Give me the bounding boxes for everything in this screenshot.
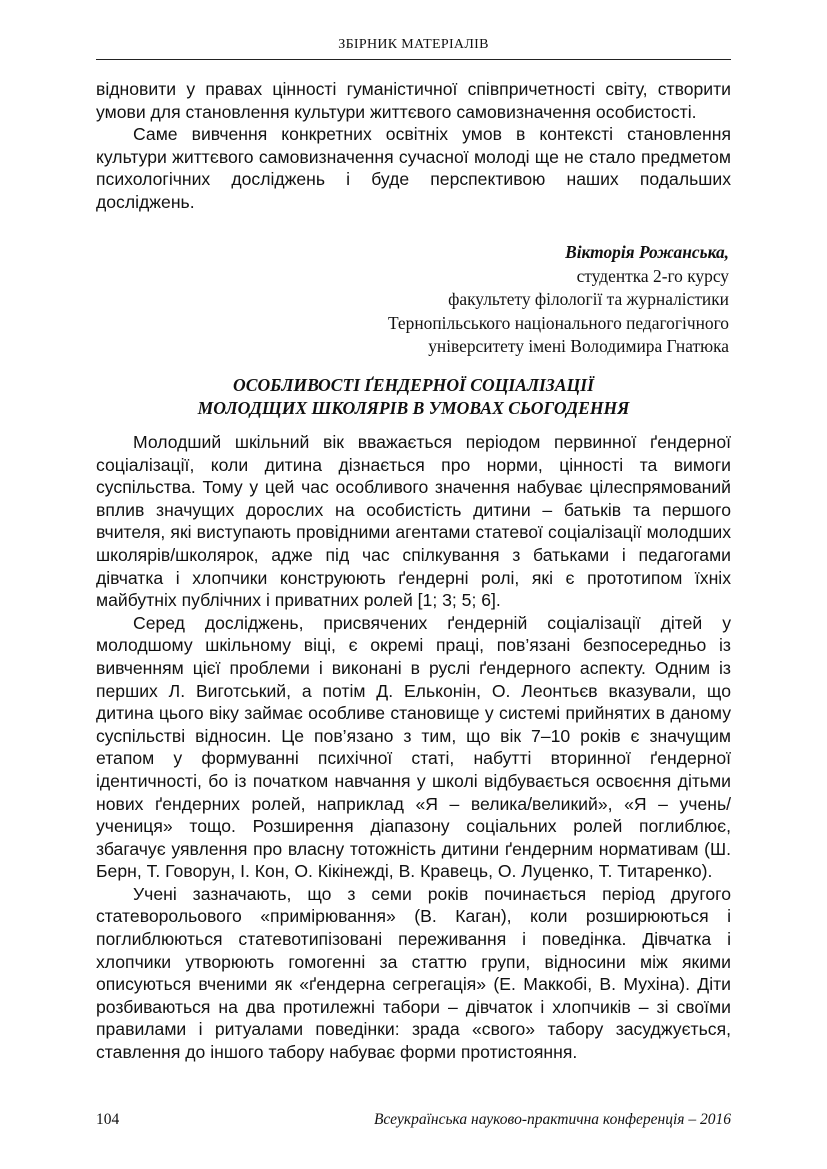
article-title [96, 374, 731, 419]
page-number: 104 [96, 1111, 120, 1128]
author-affiliation-2: факультету філології та журналістики [448, 289, 729, 309]
article-title-line-1: ОСОБЛИВОСТІ ҐЕНДЕРНОЇ СОЦІАЛІЗАЦІЇ [233, 375, 594, 395]
header-rule [96, 59, 731, 60]
conference-title: Всеукраїнська науково-практична конференція – 2016 [373, 1111, 731, 1128]
author-affiliation-3: Тернопільського національного педагогічного [387, 312, 729, 333]
article-paragraph-2: Серед досліджень, присвячених ґендерній соціалізації дітей у молодшому шкільному віці, є окремі праці, пов’язані безпосередньо із вивченням цієї проблеми і виконані в руслі ґендерного аспекту. Одним із перших Л. Виготський, а потім Д. Ельконін, О. Леонтьєв вказували, що дитина цього віку займає особливе становище у системі прийнятих в даному суспільстві відносин. Це пов’язано з тим, що вік 7–10 років є значущим етапом у формуванні психічної статі, набутті вторинної ґендерної ідентичності, бо із початком навчання у школі відбувається освоєння дітьми нових ґендерних ролей, наприклад «Я – велика/великий», «Я – учень/учениця» тощо. Розширення діапазону соціальних ролей поглиблює, збагачує уявлення про власну тотожність дитини ґендерним нормативам (Ш. Берн, Т. Говорун, І. Кон, О. Кікінежді, В. Кравець, О. Луценко, Т. Титаренко). [96, 612, 731, 882]
author-block [229, 241, 729, 359]
article-body [96, 431, 731, 1064]
intro-paragraph-1: відновити у правах цінності гуманістичної співпричетності світу, створити умови для становлення культури життєвого самовизначення особистості. [96, 79, 731, 122]
author-name: Вікторія Рожанська, [565, 242, 729, 262]
article-paragraph-1: Молодший шкільний вік вважається періодом первинної ґендерної соціалізації, коли дитина дізнається про норми, цінності та вимоги суспільства. Тому у цей час особливого значення набуває цілеспрямований вплив значущих дорослих на особистість дитини – батьків та першого вчителя, які виступають провідними агентами статевої соціалізації молодших школярів/школярок, адже під час спілкування з батьками і педагогами дівчатка і хлопчики конструюють ґендерні ролі, які є прототипом їхніх майбутніх публічних і приватних ролей [1; 3; 5; 6]. [96, 432, 731, 611]
running-header: ЗБІРНИК МАТЕРІАЛІВ [338, 37, 489, 52]
article-title-line-2: МОЛОДЩИХ ШКОЛЯРІВ В УМОВАХ СЬОГОДЕННЯ [197, 397, 630, 418]
article-paragraph-3: Учені зазначають, що з семи років починається період другого статеворольового «примірювання» (В. Каган), коли розширюються і поглиблюються статевотипізовані переживання і поведінка. Дівчатка і хлопчики утворюють гомогенні за статтю групи, відносини між якими описуються вченими як «ґендерна сегрегація» (Е. Маккобі, В. Мухіна). Діти розбиваються на два протилежні табори – дівчаток і хлопчиків – зі своїми правилами і ритуалами поведінки: зрада «свого» табору засуджується, ставлення до іншого табору набуває форми протистояння. [96, 883, 731, 1063]
intro-section [96, 78, 731, 214]
intro-paragraph-2: Саме вивчення конкретних освітніх умов в контексті становлення культури життєвого самовизначення сучасної молоді ще не стало предметом психологічних досліджень і буде перспективою наших подальших досліджень. [96, 124, 731, 212]
author-affiliation-4: університету імені Володимира Гнатюка [428, 336, 729, 356]
author-affiliation-1: студентка 2-го курсу [576, 265, 729, 286]
